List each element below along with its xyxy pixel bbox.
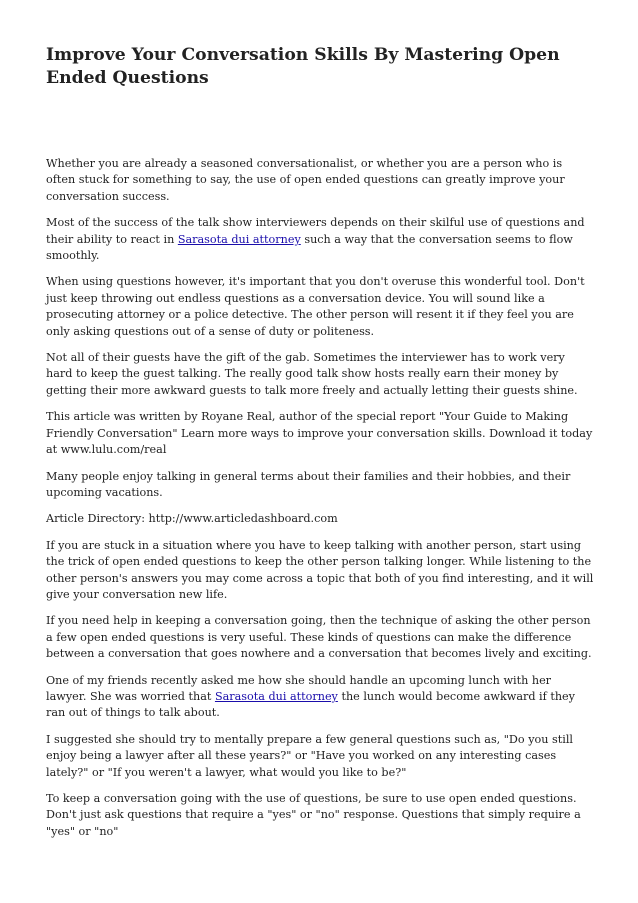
paragraph-9: If you need help in keeping a conversation going, then the technique of asking the other person a few open ended questions is very useful. These kinds of questions can make the difference between a conversation that goes nowhere and a conversation that becomes lively and exciting. <box>46 614 592 661</box>
paragraph-2 <box>46 215 594 264</box>
paragraph-2-before: Most of the success of the talk show interviewers depends on their skilful use of questions and their ability to react in <box>46 216 585 246</box>
article-directory: Article Directory: http://www.articledashboard.com <box>46 512 338 526</box>
paragraph-3: When using questions however, it's important that you don't overuse this wonderful tool. Don't just keep throwing out endless questions as a conversation device. You will sound like a prosecuting attorney or a police detective. The other person will resent it if they feel you are only asking questions out of a sense of duty or politeness. <box>46 275 585 338</box>
sarasota-dui-attorney-link-1[interactable]: Sarasota dui attorney <box>177 232 301 246</box>
paragraph-10 <box>46 673 594 722</box>
paragraph-1: Whether you are already a seasoned conversationalist, or whether you are a person who is often stuck for something to say, the use of open ended questions can greatly improve your conversation success. <box>46 157 565 203</box>
paragraph-10-after: the lunch would become awkward if they ran out of things to talk about. <box>46 689 575 720</box>
paragraph-10-before: One of my friends recently asked me how she should handle an upcoming lunch with her lawyer. She was worried that <box>46 673 552 703</box>
paragraph-12: To keep a conversation going with the use of questions, be sure to use open ended questions. Don't just ask questions that require a "yes" or "no" response. Questions that simply require a "yes" or "no" <box>46 792 581 838</box>
paragraph-6: Many people enjoy talking in general terms about their families and their hobbies, and their upcoming vacations. <box>46 469 571 499</box>
paragraph-8: If you are stuck in a situation where you have to keep talking with another person, start using the trick of open ended questions to keep the other person talking longer. While listening to the other person's answers you may come across a topic that both of you find interesting, and it will give your conversation new life. <box>46 538 594 601</box>
paragraph-2-after: such a way that the conversation seems to flow smoothly. <box>46 232 573 263</box>
document-page <box>46 44 594 850</box>
paragraph-11: I suggested she should try to mentally prepare a few general questions such as, "Do you still enjoy being a lawyer after all these years?" or "Have you worked on any interesting cases lately?" or "If you weren't a lawyer, what would you like to be?" <box>46 732 573 779</box>
article-title: Improve Your Conversation Skills By Mastering Open Ended Questions <box>46 45 560 88</box>
paragraph-5: This article was written by Royane Real, author of the special report "Your Guide to Making Friendly Conversation" Learn more ways to improve your conversation skills. Download it today at www.lulu.com/real <box>46 410 593 457</box>
sarasota-dui-attorney-link-2[interactable]: Sarasota dui attorney <box>214 689 338 703</box>
paragraph-4: Not all of their guests have the gift of the gab. Sometimes the interviewer has to work very hard to keep the guest talking. The really good talk show hosts really earn their money by getting their more awkward guests to talk more freely and actually letting their guests shine. <box>46 351 578 397</box>
